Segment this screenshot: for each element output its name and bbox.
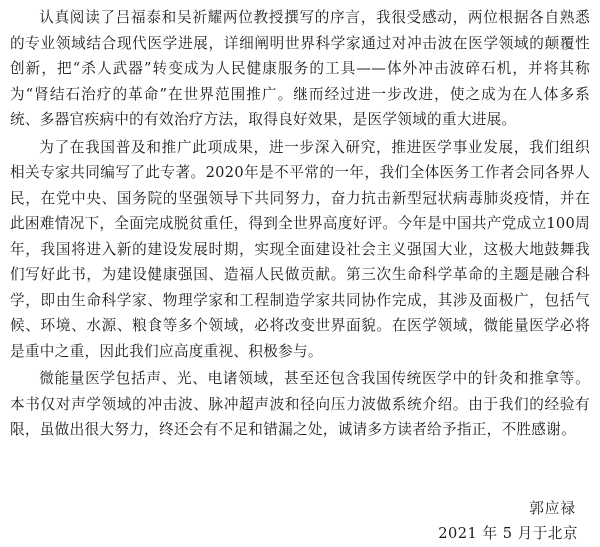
signature-date: 2021 年 5 月于北京 xyxy=(438,525,578,542)
preface-paragraph-3: 微能量医学包括声、光、电诸领域，甚至还包含我国传统医学中的针灸和推拿等。本书仅对声学领域的冲击波、脉冲超声波和径向压力波做系统介绍。由于我们的经验有限，虽做出很大努力，终还会有不足和错漏之处，诚请多方读者给予指正，不胜感谢。 xyxy=(10,370,590,438)
preface-paragraph-1: 认真阅读了吕福泰和吴祈耀两位教授撰写的序言，我很受感动，两位根据各自熟悉的专业领域结合现代医学进展，详细阐明世界科学家通过对冲击波在医学领域的颠覆性创新，把“杀人武器”转变成为人民健康服务的工具——体外冲击波碎石机，并将其称为“肾结石治疗的革命”在世界范围推广。继而经过进一步改进，使之成为在人体多系统、多器官疾病中的有效治疗方法，取得良好效果，是医学领域的重大进展。 xyxy=(10,9,590,128)
author-signature: 郭应禄 xyxy=(529,500,576,517)
preface-paragraph-2: 为了在我国普及和推广此项成果，进一步深入研究，推进医学事业发展，我们组织相关专家共同编写了此专著。2020年是不平常的一年，我们全体医务工作者会同各界人民，在党中央、国务院的坚强领导下共同努力，奋力抗击新型冠状病毒肺炎疫情，并在此困难情况下，全面完成脱贫重任，得到全世界高度好评。今年是中国共产党成立100周年，我国将进入新的建设发展时期，实现全面建设社会主义强国大业，这极大地鼓舞我们写好此书，为建设健康强国、造福人民做贡献。第三次生命科学革命的主题是融合科学，即由生命科学家、物理学家和工程制造学家共同协作完成，其涉及面极广，包括气候、环境、水源、粮食等多个领域，必将改变世界面貌。在医学领域，微能量医学必将是重中之重，因此我们应高度重视、积极参与。 xyxy=(10,138,590,360)
